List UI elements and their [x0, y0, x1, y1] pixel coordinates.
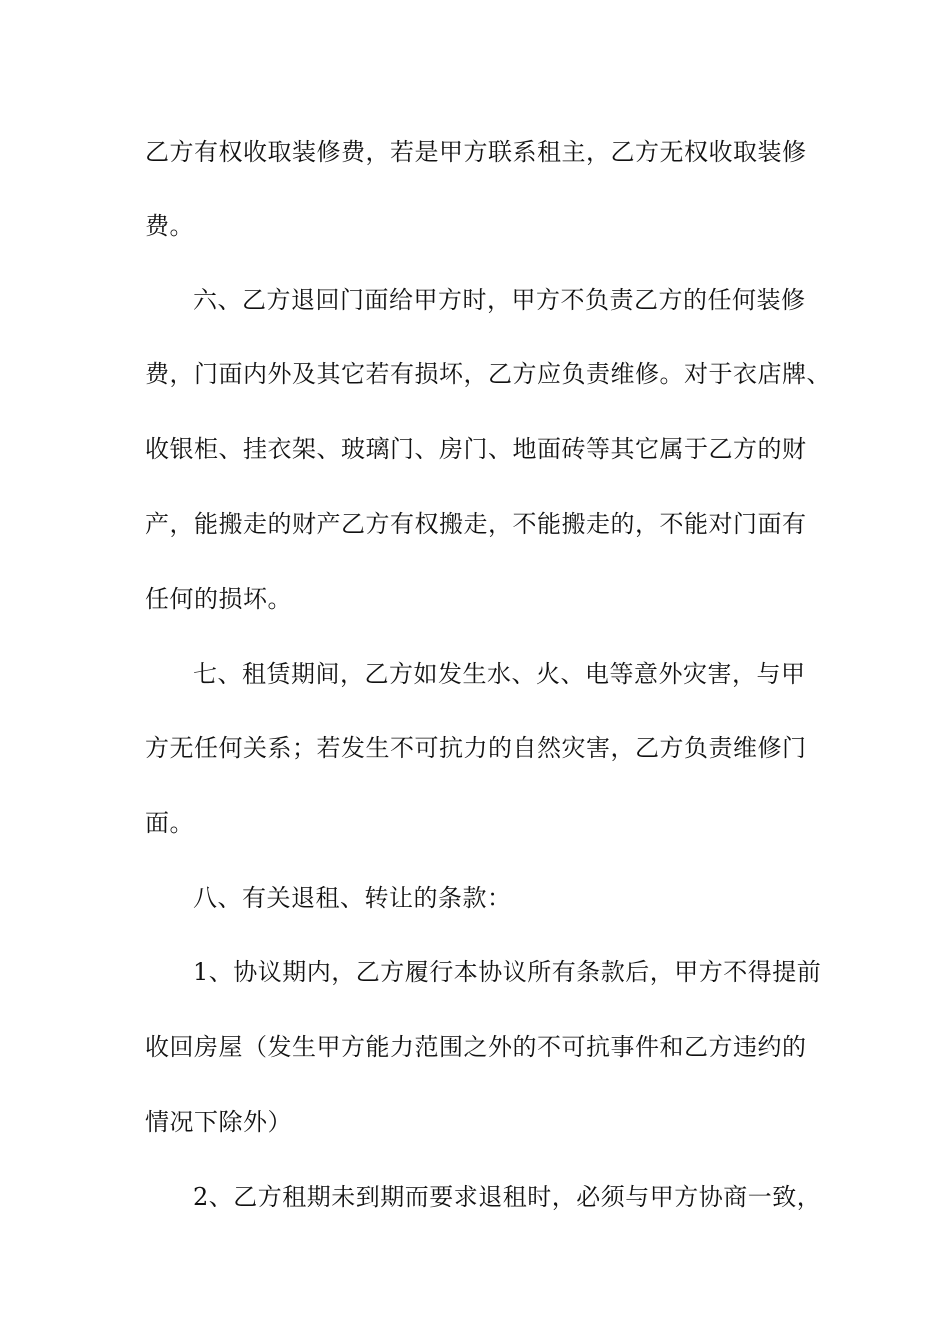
- text-line: 乙方有权收取装修费，若是甲方联系租主，乙方无权收取装修: [145, 138, 807, 166]
- paragraph-heading-8: 八、有关退租、转让的条款：: [193, 884, 512, 912]
- text-line: 方无任何关系；若发生不可抗力的自然灾害，乙方负责维修门: [145, 734, 807, 762]
- text-line: 费，门面内外及其它若有损坏，乙方应负责维修。对于衣店牌、: [145, 360, 831, 388]
- clause-2: 2、乙方租期未到期而要求退租时，必须与甲方协商一致，: [193, 1183, 822, 1211]
- text-line: 费。: [145, 212, 194, 240]
- text-line: 面。: [145, 809, 194, 837]
- text-line: 收回房屋（发生甲方能力范围之外的不可抗事件和乙方违约的: [145, 1033, 807, 1061]
- paragraph-heading-7: 七、租赁期间，乙方如发生水、火、电等意外灾害，与甲: [193, 660, 806, 688]
- text-line: 收银柜、挂衣架、玻璃门、房门、地面砖等其它属于乙方的财: [145, 435, 807, 463]
- clause-1: 1、协议期内，乙方履行本协议所有条款后，甲方不得提前: [193, 958, 822, 986]
- paragraph-heading-6: 六、乙方退回门面给甲方时，甲方不负责乙方的任何装修: [193, 286, 806, 314]
- text-line: 任何的损坏。: [145, 585, 292, 613]
- text-line: 产，能搬走的财产乙方有权搬走，不能搬走的，不能对门面有: [145, 510, 807, 538]
- text-line: 情况下除外）: [145, 1108, 292, 1136]
